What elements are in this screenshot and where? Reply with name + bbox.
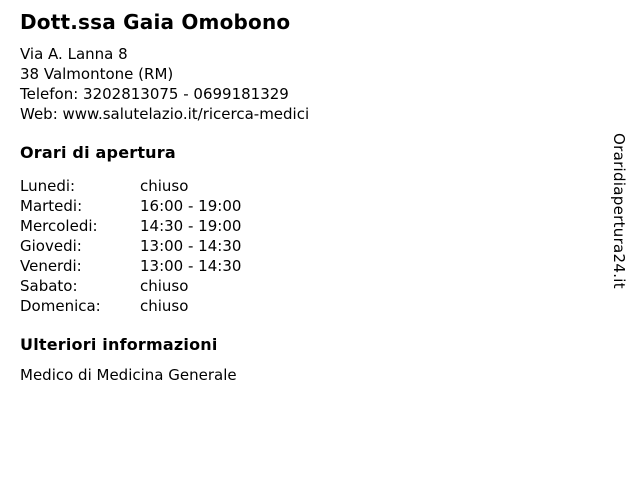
opening-hours-row xyxy=(20,256,241,276)
opening-hours-row xyxy=(20,296,241,316)
opening-hours-row xyxy=(20,236,241,256)
watermark-brand: Oraridiapertura24.it xyxy=(610,133,628,289)
opening-hours-table xyxy=(20,176,241,316)
phone-line: Telefon: 3202813075 - 0699181329 xyxy=(20,85,289,103)
day-hours: chiuso xyxy=(140,177,189,195)
opening-hours-heading: Orari di apertura xyxy=(20,143,176,162)
opening-hours-row xyxy=(20,216,241,236)
day-hours: chiuso xyxy=(140,297,189,315)
contact-block xyxy=(20,44,580,124)
day-label: Lunedi: xyxy=(20,177,76,195)
opening-hours-row xyxy=(20,276,241,296)
day-label: Domenica: xyxy=(20,297,101,315)
day-label: Venerdi: xyxy=(20,257,82,275)
page-title: Dott.ssa Gaia Omobono xyxy=(20,10,291,34)
opening-hours-row xyxy=(20,176,241,196)
day-hours: 14:30 - 19:00 xyxy=(140,217,242,235)
day-hours: 16:00 - 19:00 xyxy=(140,197,242,215)
day-label: Martedi: xyxy=(20,197,83,215)
additional-info-heading: Ulteriori informazioni xyxy=(20,335,218,354)
opening-hours-row xyxy=(20,196,241,216)
day-hours: chiuso xyxy=(140,277,189,295)
address-line-2: 38 Valmontone (RM) xyxy=(20,65,174,83)
day-label: Mercoledi: xyxy=(20,217,98,235)
day-hours: 13:00 - 14:30 xyxy=(140,257,242,275)
web-line: Web: www.salutelazio.it/ricerca-medici xyxy=(20,105,310,123)
address-line-1: Via A. Lanna 8 xyxy=(20,45,128,63)
day-label: Giovedi: xyxy=(20,237,82,255)
day-hours: 13:00 - 14:30 xyxy=(140,237,242,255)
day-label: Sabato: xyxy=(20,277,78,295)
doctor-info-page xyxy=(20,0,580,385)
additional-info-text: Medico di Medicina Generale xyxy=(20,366,237,384)
